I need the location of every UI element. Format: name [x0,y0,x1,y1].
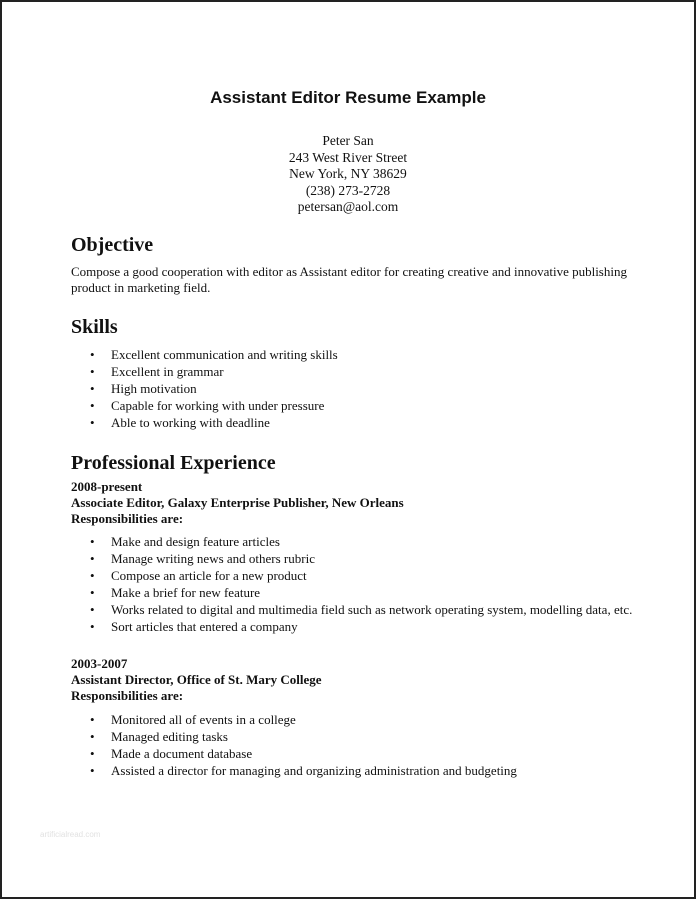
bullet-icon: • [90,746,95,761]
responsibility-text: Managed editing tasks [111,729,228,744]
bullet-icon: • [90,602,95,617]
bullet-icon: • [90,585,95,600]
bullet-icon: • [90,347,95,362]
responsibility-item [90,601,650,618]
skill-text: High motivation [111,381,197,396]
responsibility-item [90,728,650,745]
responsibility-text: Monitored all of events in a college [111,712,296,727]
objective-heading: Objective [71,234,154,256]
job-position: Assistant Director, Office of St. Mary College [71,672,322,687]
job-period: 2003-2007 [71,656,128,671]
contact-city: New York, NY 38629 [289,166,407,181]
contact-phone: (238) 273-2728 [305,182,391,198]
bullet-icon: • [90,551,95,566]
bullet-icon: • [90,364,95,379]
skill-item [90,380,650,397]
responsibility-item [90,550,650,567]
skill-item [90,346,650,363]
responsibility-text: Make a brief for new feature [111,585,261,600]
skill-item [90,363,650,380]
responsibility-item [90,567,650,584]
responsibility-item [90,533,650,550]
skills-heading: Skills [71,316,118,338]
watermark: artificialread.com [40,830,101,839]
responsibility-text: Compose an article for a new product [111,568,307,583]
bullet-icon: • [90,534,95,549]
skills-list [90,346,650,431]
job-responsibilities-label: Responsibilities are: [71,511,184,526]
responsibility-text: Manage writing news and others rubric [111,551,315,566]
responsibility-text: Works related to digital and multimedia field such as network operating system, modelling data, etc. [111,602,633,617]
job-responsibilities-label: Responsibilities are: [71,688,184,703]
skill-text: Capable for working with under pressure [111,398,325,413]
skill-item [90,397,650,414]
bullet-icon: • [90,415,95,430]
responsibility-text: Make and design feature articles [111,534,280,549]
bullet-icon: • [90,381,95,396]
responsibility-item [90,745,650,762]
bullet-icon: • [90,729,95,744]
job-responsibilities-list [90,711,650,779]
bullet-icon: • [90,568,95,583]
objective-text: Compose a good cooperation with editor as Assistant editor for creating creative and innovative publishing product in marketing field. [71,264,627,295]
skill-text: Able to working with deadline [111,415,270,430]
job-period: 2008-present [71,479,143,494]
bullet-icon: • [90,712,95,727]
responsibility-item [90,762,650,779]
responsibility-item [90,584,650,601]
job-responsibilities-list [90,533,650,635]
responsibility-item [90,711,650,728]
bullet-icon: • [90,619,95,634]
job-position: Associate Editor, Galaxy Enterprise Publisher, New Orleans [71,495,404,510]
contact-street: 243 West River Street [288,149,408,165]
skill-text: Excellent communication and writing skills [111,347,338,362]
skill-item [90,414,650,431]
bullet-icon: • [90,763,95,778]
contact-email: petersan@aol.com [297,199,399,214]
contact-block [2,133,694,216]
bullet-icon: • [90,398,95,413]
contact-name: Peter San [322,133,374,148]
responsibility-text: Assisted a director for managing and organizing administration and budgeting [111,763,517,778]
experience-heading: Professional Experience [71,452,276,474]
responsibility-text: Sort articles that entered a company [111,619,298,634]
responsibility-item [90,618,650,635]
resume-title: Assistant Editor Resume Example [210,88,486,107]
responsibility-text: Made a document database [111,746,253,761]
skill-text: Excellent in grammar [111,364,224,379]
